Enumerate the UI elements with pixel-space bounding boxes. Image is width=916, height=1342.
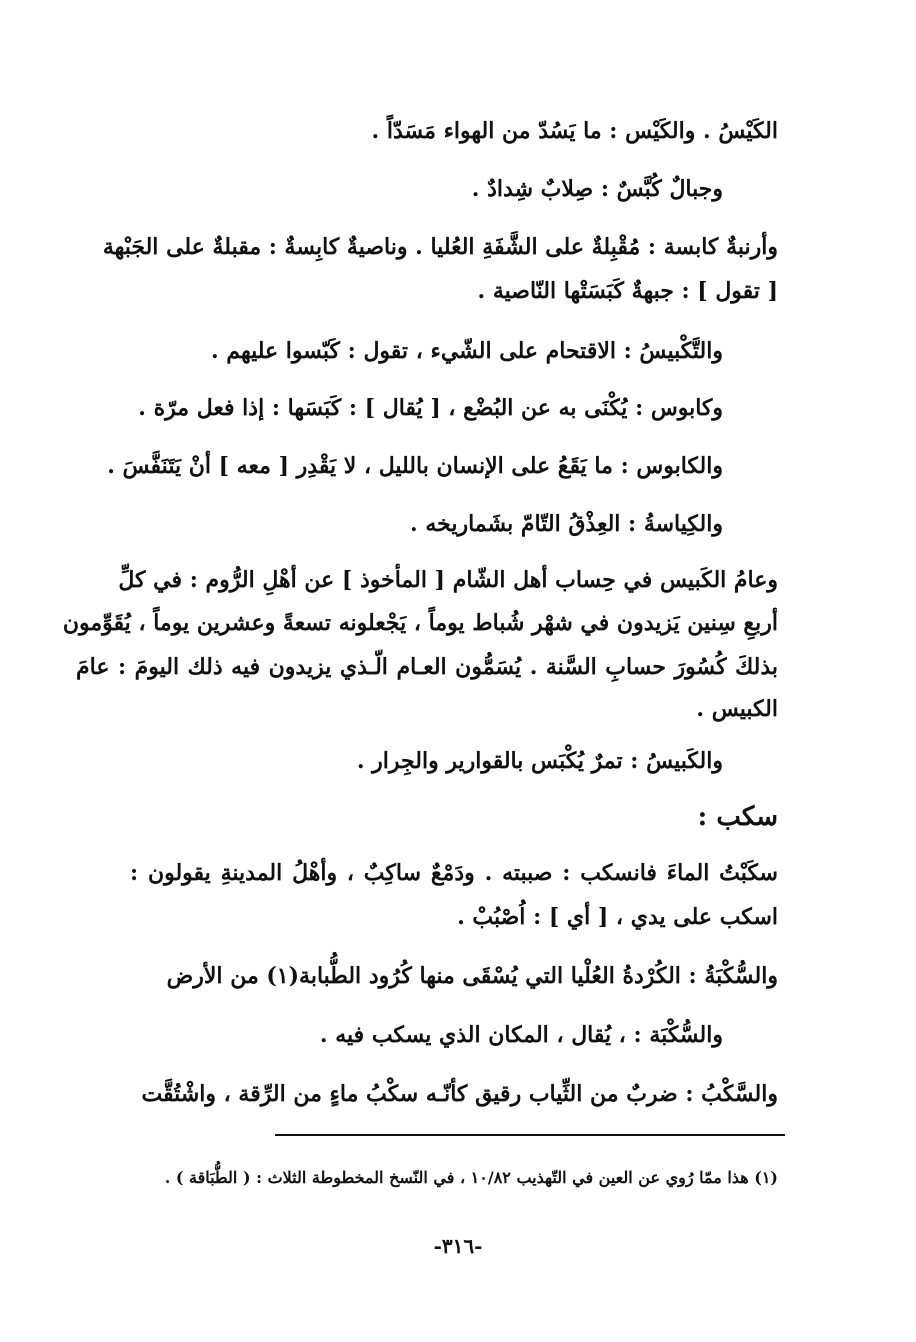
- text-line: وجبالٌ كُبَّسٌ : صِلابٌ شِدادٌ .: [471, 176, 723, 202]
- text-line: الكبيس .: [696, 696, 778, 722]
- entry-heading: سكب :: [697, 802, 778, 832]
- text-line: [ تقول ] : جبهةٌ كَبَسَتْها النّاصية .: [477, 278, 778, 304]
- text-line: والتَّكْبيسُ : الاقتحام على الشّيء ، تقول : كَبّسوا عليهم .: [210, 338, 723, 364]
- text-line: وكابوس : يُكْنَى به عن البُضْع ، [ يُقال ] : كَبَسَها : إذا فعل مرّة .: [138, 395, 723, 421]
- text-line: الكَيْسُ . والكَيْس : ما يَسُدّ من الهواء مَسَدّاً .: [371, 118, 778, 144]
- text-line: سكَبْتُ الماءَ فانسكب : صببته . ودَمْعٌ ساكِبٌ ، وأهْلُ المدينةِ يقولون :: [130, 860, 778, 886]
- text-line: والسَّكْبُ : ضربٌ من الثِّياب رقيق كأنّـه سكْبُ ماءٍ من الرِّقة ، واشْتُقَّت: [141, 1081, 778, 1107]
- text-line: والكَبيسُ : تمرٌ يُكْبَس بالقوارير والجِرار .: [356, 748, 723, 774]
- text-line: وعامُ الكَبيس في حِساب أهل الشّام [ المأخوذ ] عن أهْلِ الرُّوم : في كلِّ: [118, 567, 778, 593]
- text-line: والكِياسةُ : العِذْقُ التّامّ بشَماريخه .: [410, 511, 723, 537]
- text-line: وأرنبةٌ كابسة : مُقْبِلةٌ على الشَّفَةِ العُليا . وناصيةٌ كابِسةٌ : مقبلةٌ على الجَبْهة: [102, 234, 778, 260]
- text-line: والسُّكْبَة : ، يُقال ، المكان الذي يسكب فيه .: [319, 1022, 723, 1048]
- page-number: -٣١٦-: [433, 1234, 483, 1258]
- text-line: بذلكَ كُسُورَ حسابِ السَّنة . يُسَمُّون العـام الّـذي يزيدون فيه ذلك اليومَ : عامَ: [76, 654, 778, 680]
- footnote-separator: [275, 1134, 785, 1136]
- text-line: والكابوس : ما يَقَعُ على الإنسان بالليل ، لا يَقْدِر [ معه ] أنْ يَتَنَفَّسَ .: [107, 453, 723, 479]
- text-line: اسكب على يدي ، [ أي ] : اُصْبُبْ .: [457, 904, 778, 930]
- text-line: والسُّكْبَةُ : الكُرْدةُ العُلْيا التي يُسْقَى منها كُرُود الطُّبابة(١) من الأرض: [166, 963, 778, 989]
- text-line: أربعِ سِنين يَزيدون في شهْر شُباط يوماً ، يَجْعلونه تسعةً وعشرين يوماً ، يُقَوِّمون: [62, 610, 778, 636]
- footnote: (١) هذا ممّا رُوي عن العين في التّهذيب ١٠/٨٢ ، في النّسخ المخطوطة الثلاث : ( الطُّبَاقة ) .: [164, 1168, 778, 1187]
